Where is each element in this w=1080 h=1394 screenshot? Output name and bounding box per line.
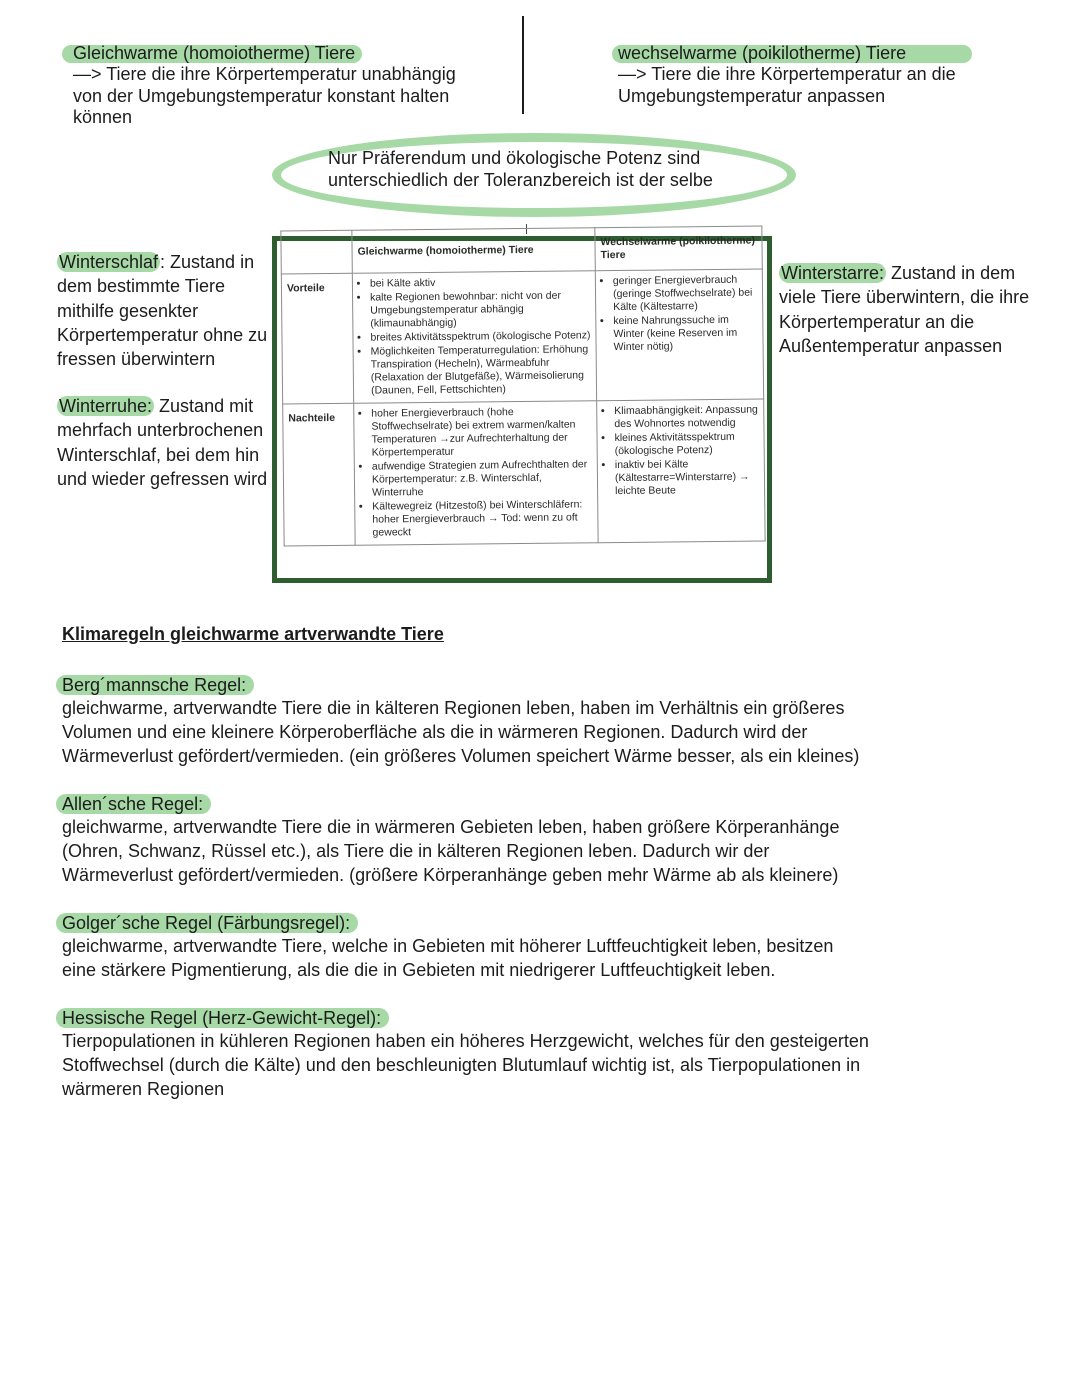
table-header-row	[281, 226, 762, 274]
winterschlaf-line-3: mithilfe gesenkter	[57, 300, 199, 321]
rule-title-golger: Golger´sche Regel (Färbungsregel):	[56, 913, 358, 933]
winterstarre-line-3: Körpertemperatur an die	[779, 311, 975, 332]
homoiotherm-desc-1: —> Tiere die ihre Körpertemperatur unabhängig	[73, 64, 456, 84]
rule-hesse-line-2: Stoffwechsel (durch die Kälte) und den beschleunigten Blutumlauf wichtig ist, als Tierpopulationen in	[62, 1055, 861, 1075]
rule-hesse	[62, 1007, 902, 1101]
ellipse-note-line-1: Nur Präferendum und ökologische Potenz sind	[328, 148, 701, 168]
list-item: • breites Aktivitätsspektrum (ökologische Potenz)	[370, 329, 590, 344]
list-item: • keine Nahrungssuche im Winter (keine Reserven im Winter nötig)	[613, 314, 757, 355]
rule-allen	[62, 793, 902, 887]
winterruhe-line-2: mehrfach unterbrochenen	[57, 420, 264, 441]
winterstarre-line-2: viele Tiere überwintern, die ihre	[779, 287, 1030, 308]
list-item: • kleines Aktivitätsspektrum (ökologische Potenz)	[614, 431, 758, 459]
rule-golger	[62, 912, 902, 982]
rule-allen-line-1: gleichwarme, artverwandte Tiere die in wärmeren Gebieten leben, haben größere Körperanhänge	[62, 817, 840, 837]
rule-title-hesse: Hessische Regel (Herz-Gewicht-Regel):	[56, 1008, 389, 1028]
rule-bergmann	[62, 674, 902, 768]
winterruhe-term: Winterruhe:	[59, 396, 153, 416]
rule-hesse-line-3: wärmeren Regionen	[62, 1079, 225, 1099]
winterstarre-note	[779, 261, 1069, 358]
rule-bergmann-line-2: Volumen und eine kleinere Körperoberfläche als die in wärmeren Regionen. Dadurch wird der	[62, 722, 808, 742]
rule-bergmann-line-1: gleichwarme, artverwandte Tiere die in kälteren Regionen leben, haben im Verhältnis ein größeres	[62, 698, 845, 718]
rule-golger-line-1: gleichwarme, artverwandte Tiere, welche in Gebieten mit höherer Luftfeuchtigkeit leben, besitzen	[62, 936, 834, 956]
list-item: • geringer Energieverbrauch (geringe Stoffwechselrate) bei Kälte (Kältestarre)	[613, 274, 757, 315]
winterschlaf-term: Winterschlaf	[59, 252, 159, 272]
winterschlaf-line-1: : Zustand in	[160, 252, 255, 272]
winterruhe-line-4: und wieder gefressen wird	[57, 468, 268, 489]
column-divider	[522, 16, 524, 114]
winterschlaf-note	[57, 250, 273, 371]
vorteile-poikilotherm	[595, 269, 763, 401]
klimaregeln-heading: Klimaregeln gleichwarme artverwandte Tiere	[62, 624, 444, 644]
rule-bergmann-line-3: Wärmeverlust gefördert/vermieden. (ein größeres Volumen speichert Wärme besser, als ein kleines)	[62, 746, 860, 766]
rule-title-allen: Allen´sche Regel:	[56, 794, 211, 814]
list-item: • aufwendige Strategien zum Aufrechthalten der Körpertemperatur: z.B. Winterschlaf, Winterruhe	[372, 458, 592, 499]
table-header-homoiotherm: Gleichwarme (homoiotherme) Tiere	[352, 228, 595, 274]
list-item: • kalte Regionen bewohnbar: nicht von der Umgebungstemperatur abhängig (klimaunabhängig)	[370, 289, 590, 330]
rule-golger-line-2: eine stärkere Pigmentierung, als die die in Gebieten mit niedrigerer Luftfeuchtigkeit leben.	[62, 960, 776, 980]
list-item: • Möglichkeiten Temperaturregulation: Erhöhung Transpiration (Hecheln), Wärmeabfuhr (Relaxation der Blutgefäße), Wärmeisolierung (Daunen, Fell, Fettschichten)	[371, 343, 592, 397]
poikilotherm-title: wechselwarme (poikilotherme) Tiere	[618, 43, 907, 63]
winterruhe-line-1: Zustand mit	[154, 396, 254, 416]
vorteile-homoiotherm	[352, 271, 596, 404]
poikilotherm-desc-2: Umgebungstemperatur anpassen	[618, 86, 886, 106]
list-item: • hoher Energieverbrauch (hohe Stoffwechselrate) bei extrem warmen/kalten Temperaturen →zur Aufrechterhaltung der Körpertemperatur	[371, 405, 592, 459]
winterruhe-line-3: Winterschlaf, bei dem hin	[57, 444, 260, 465]
winterstarre-line-1: Zustand in dem	[886, 263, 1016, 283]
winterschlaf-line-5: fressen überwintern	[57, 349, 216, 370]
list-item: • inaktiv bei Kälte (Kältestarre=Winterstarre) → leichte Beute	[615, 458, 759, 499]
table-header-poikilotherm: Wechselwarme (poikilotherme) Tiere	[595, 226, 762, 271]
table-row-nachteile	[283, 399, 765, 546]
rule-allen-line-3: Wärmeverlust gefördert/vermieden. (größere Körperanhänge geben mehr Wärme ab als kleinere)	[62, 865, 839, 885]
table-corner-cell	[281, 230, 352, 274]
winterschlaf-line-2: dem bestimmte Tiere	[57, 276, 226, 297]
homoiotherm-desc-3: können	[73, 107, 133, 127]
list-item: • Klimaabhängigkeit: Anpassung des Wohnortes notwendig	[614, 404, 758, 432]
nachteile-homoiotherm	[354, 401, 598, 546]
homoiotherm-desc-2: von der Umgebungstemperatur konstant halten	[73, 86, 450, 106]
row-label-nachteile: Nachteile	[283, 403, 355, 546]
rule-allen-line-2: (Ohren, Schwanz, Rüssel etc.), als Tiere die in kälteren Regionen leben. Dadurch wir der	[62, 841, 770, 861]
table-row-vorteile	[281, 269, 763, 404]
winterruhe-note	[57, 394, 273, 491]
winterstarre-line-4: Außentemperatur anpassen	[779, 335, 1003, 356]
row-label-vorteile: Vorteile	[281, 273, 353, 404]
winterschlaf-line-4: Körpertemperatur ohne zu	[57, 324, 268, 345]
list-item: • bei Kälte aktiv	[370, 275, 590, 290]
comparison-table	[280, 225, 765, 546]
poikilotherm-desc-1: —> Tiere die ihre Körpertemperatur an die	[618, 64, 956, 84]
homoiotherm-title: Gleichwarme (homoiotherme) Tiere	[73, 43, 356, 63]
rule-hesse-line-1: Tierpopulationen in kühleren Regionen haben ein höheres Herzgewicht, welches für den gesteigerten	[62, 1031, 869, 1051]
list-item: • Kältewegreiz (Hitzestoß) bei Winterschläfern: hoher Energieverbrauch → Tod: wenn zu oft geweckt	[372, 498, 592, 539]
winterstarre-term: Winterstarre:	[781, 263, 885, 283]
rule-title-bergmann: Berg´mannsche Regel:	[56, 675, 254, 695]
ellipse-note-line-2: unterschiedlich der Toleranzbereich ist der selbe	[328, 170, 713, 190]
nachteile-poikilotherm	[597, 399, 765, 543]
